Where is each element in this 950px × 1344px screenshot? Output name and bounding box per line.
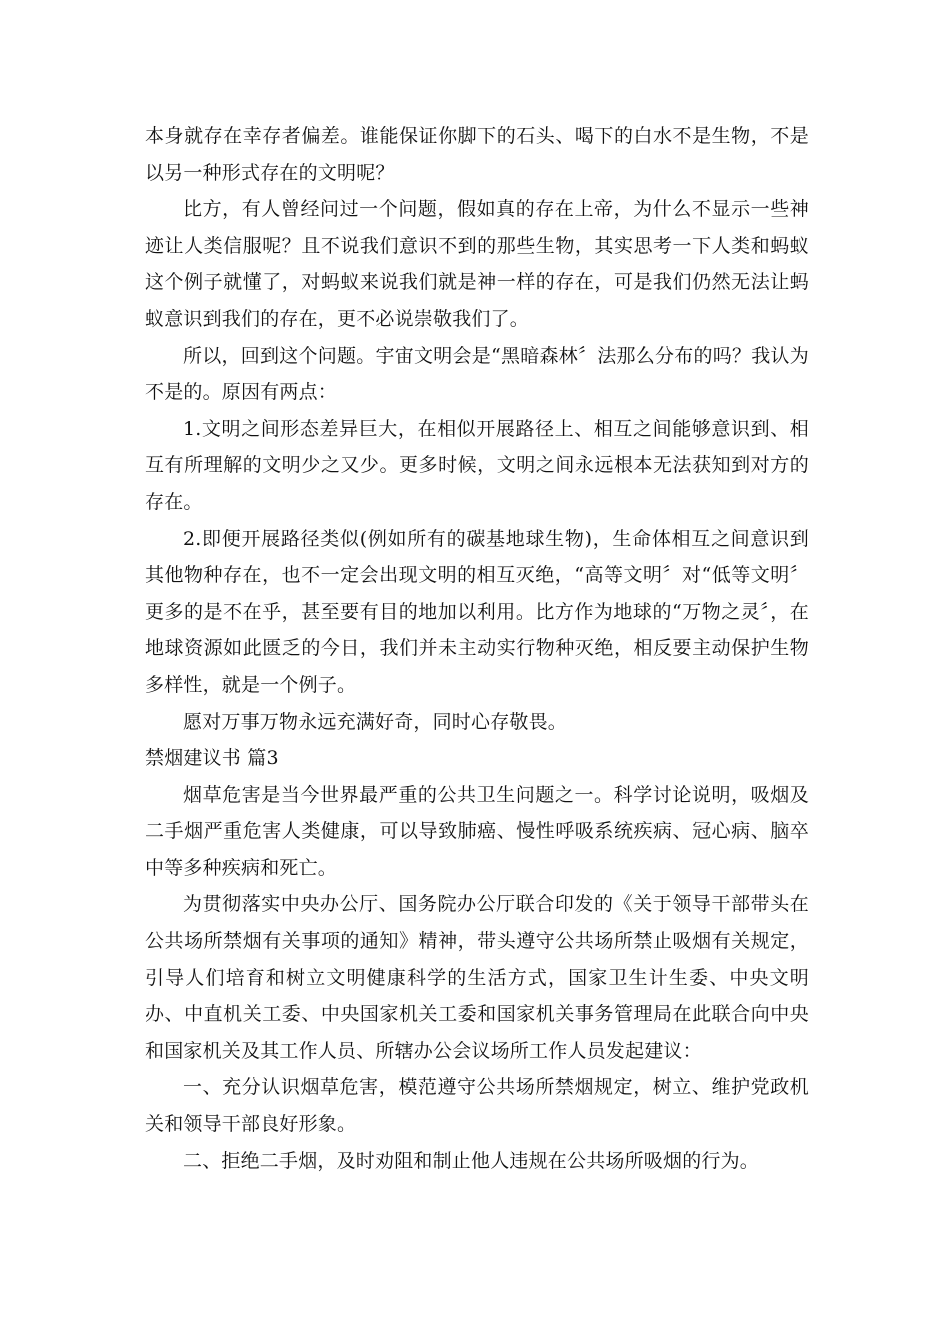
- paragraph-5: 2.即便开展路径类似(例如所有的碳基地球生物)，生命体相互之间意识到其他物种存在，也不一定会出现文明的相互灭绝，“高等文明〞对“低等文明〞更多的是不在乎，甚至要有目的地加以利用。比方作为地球的“万物之灵〞，在地球资源如此匮乏的今日，我们并未主动实行物种灭绝，相反要主动保护生物多样性，就是一个例子。: [145, 527, 809, 696]
- paragraph-6: 愿对万事万物永远充满好奇，同时心存敬畏。: [183, 710, 568, 733]
- document-body: [145, 118, 809, 1179]
- section-heading: 禁烟建议书 篇3: [145, 747, 279, 770]
- paragraph-3: 所以，回到这个问题。宇宙文明会是“黑暗森林〞法那么分布的吗？我认为不是的。原因有两点：: [145, 344, 809, 404]
- section-paragraph-2: 为贯彻落实中央办公厅、国务院办公厅联合印发的《关于领导干部带头在公共场所禁烟有关事项的通知》精神，带头遵守公共场所禁止吸烟有关规定，引导人们培育和树立文明健康科学的生活方式，国家卫生计生委、中央文明办、中直机关工委、中央国家机关工委和国家机关事务管理局在此联合向中央和国家机关及其工作人员、所辖办公会议场所工作人员发起建议：: [145, 893, 809, 1062]
- section-paragraph-3: 一、充分认识烟草危害，模范遵守公共场所禁烟规定，树立、维护党政机关和领导干部良好形象。: [145, 1076, 809, 1136]
- section-paragraph-4: 二、拒绝二手烟，及时劝阻和制止他人违规在公共场所吸烟的行为。: [183, 1149, 760, 1172]
- paragraph-2: 比方，有人曾经问过一个问题，假如真的存在上帝，为什么不显示一些神迹让人类信服呢？且不说我们意识不到的那些生物，其实思考一下人类和蚂蚁这个例子就懂了，对蚂蚁来说我们就是神一样的存在，可是我们仍然无法让蚂蚁意识到我们的存在，更不必说崇敬我们了。: [145, 198, 809, 330]
- paragraph-4: 1.文明之间形态差异巨大，在相似开展路径上、相互之间能够意识到、相互有所理解的文明少之又少。更多时候，文明之间永远根本无法获知到对方的存在。: [145, 417, 809, 513]
- paragraph-1: 本身就存在幸存者偏差。谁能保证你脚下的石头、喝下的白水不是生物，不是以另一种形式存在的文明呢？: [145, 125, 809, 184]
- section-paragraph-1: 烟草危害是当今世界最严重的公共卫生问题之一。科学讨论说明，吸烟及二手烟严重危害人类健康，可以导致肺癌、慢性呼吸系统疾病、冠心病、脑卒中等多种疾病和死亡。: [145, 783, 809, 879]
